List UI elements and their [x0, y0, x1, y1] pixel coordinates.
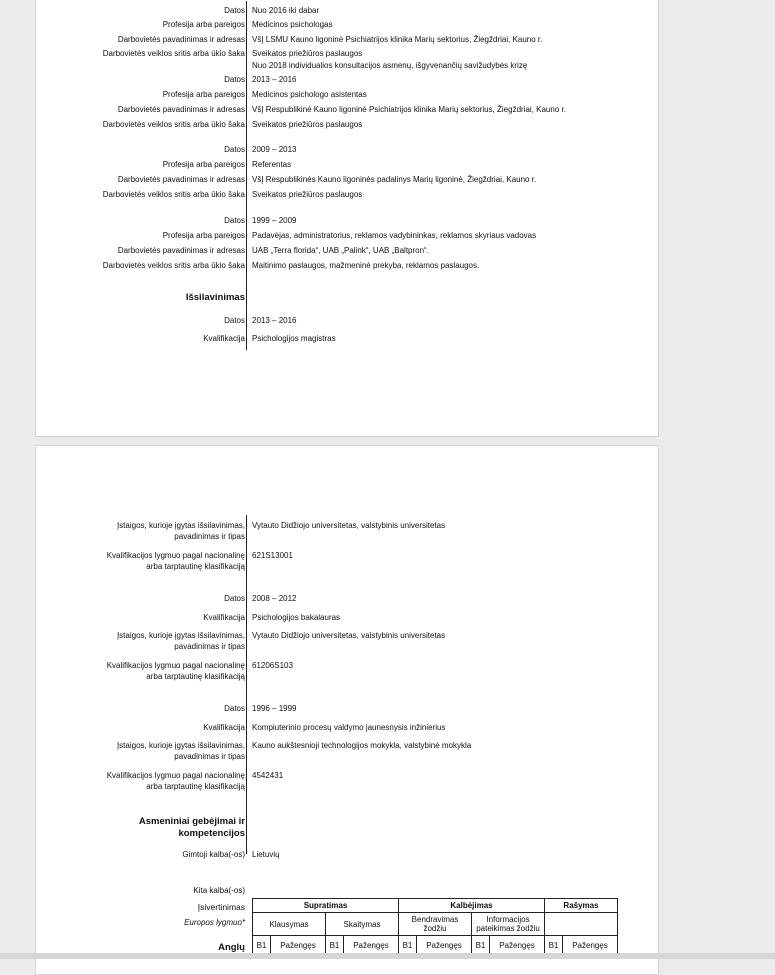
job3-employer: VšĮ Respublikinės Kauno ligoninės padalinys Marių ligoninė, Žiegždriai, Kauno r.: [252, 175, 537, 184]
edu3-dates: 1996 – 1999: [252, 704, 297, 713]
job3-sector-label: Darbovietės veiklos sritis arba ūkio šaka: [102, 190, 245, 199]
job3-profession-label: Profesija arba pareigos: [162, 160, 245, 169]
skills-heading: [40, 816, 245, 840]
level-description: Pažengęs: [563, 936, 618, 955]
job2-dates: 2013 – 2016: [252, 75, 297, 84]
institution-label-line1: Įstaigos, kurioje įgytas išsilavinimas,: [116, 521, 245, 530]
table-subheader-reading: Skaitymas: [326, 913, 399, 936]
mother-tongue-label: Gimtoji kalba(-os): [182, 850, 245, 859]
language-skills-table: [252, 898, 618, 955]
education-heading: Išsilavinimas: [185, 292, 245, 303]
edu3-level: 4542431: [252, 771, 284, 780]
job1-employer-label: Darbovietės pavadinimas ir adresas: [117, 35, 245, 44]
job4-dates: 1999 – 2009: [252, 216, 297, 225]
job4-sector-label: Darbovietės veiklos sritis arba ūkio šaka: [102, 261, 245, 270]
edu1-qualification-label: Kvalifikacija: [203, 334, 245, 343]
edu3-institution: Kauno aukštesnioji technologijos mokykla, valstybinė mokykla: [252, 741, 472, 750]
level-code: B1: [253, 936, 271, 955]
job3-profession: Referentas: [252, 160, 292, 169]
european-level-label: Europos lygmuo*: [184, 918, 245, 927]
level-code: B1: [472, 936, 490, 955]
job1-dates: Nuo 2016 iki dabar: [252, 6, 320, 15]
job1-sector-label: Darbovietės veiklos sritis arba ūkio šaka: [102, 49, 245, 58]
mother-tongue: Lietuvių: [252, 850, 280, 859]
level-code: B1: [545, 936, 563, 955]
cv-page-1: [35, 0, 659, 437]
job2-employer: VšĮ Respublikinė Kauno ligoninė Psichiatrijos klinika Marių sektorius, Žiegždriai, Kauno r.: [252, 105, 566, 114]
edu2-level: 61206S103: [252, 661, 293, 670]
level-label-line2: arba tarptautinę klasifikaciją: [146, 782, 245, 791]
job3-dates-label: Datos: [224, 145, 245, 154]
column-divider: [246, 1, 247, 350]
institution-label-line1: Įstaigos, kurioje įgytas išsilavinimas,: [116, 631, 245, 640]
table-subheader-writing-empty: [545, 913, 618, 936]
edu3-level-label: [40, 770, 245, 792]
job4-employer: UAB „Terra florida“, UAB „Palink“, UAB „Baltpron“.: [252, 246, 429, 255]
table-header-writing: Rašymas: [545, 899, 618, 913]
level-description: Pažengęs: [417, 936, 472, 955]
level-code: B1: [326, 936, 344, 955]
job4-profession: Padavėjas, administratorius, reklamos vadybininkas, reklamos skyriaus vadovas: [252, 231, 537, 240]
edu1-institution-label: [40, 520, 245, 542]
table-header-speaking: Kalbėjimas: [399, 899, 545, 913]
edu2-institution: Vytauto Didžiojo universitetas, valstybinis universitetas: [252, 631, 446, 640]
institution-label-line2: pavadinimas ir tipas: [174, 642, 245, 651]
job1-profession-label: Profesija arba pareigos: [162, 20, 245, 29]
level-code: B1: [399, 936, 417, 955]
edu1-dates-label: Datos: [224, 316, 245, 325]
edu2-dates-label: Datos: [224, 594, 245, 603]
job4-profession-label: Profesija arba pareigos: [162, 231, 245, 240]
other-languages-label: Kita kalba(-os): [193, 886, 245, 895]
job1-dates-label: Datos: [224, 6, 245, 15]
edu3-dates-label: Datos: [224, 704, 245, 713]
edu3-qualification-label: Kvalifikacija: [203, 723, 245, 732]
level-description: Pažengęs: [344, 936, 399, 955]
job1-sector-extra: Nuo 2018 individualios konsultacijos asmenų, išgyvenančių savižudybės krizę: [252, 61, 528, 70]
edu3-institution-label: [40, 740, 245, 762]
level-label-line1: Kvalifikacijos lygmuo pagal nacionalinę: [106, 771, 245, 780]
skills-heading-line1: Asmeniniai gebėjimai ir: [138, 816, 245, 827]
level-label-line2: arba tarptautinę klasifikaciją: [146, 672, 245, 681]
self-assessment-label: Įsivertinimas: [197, 902, 245, 912]
job3-employer-label: Darbovietės pavadinimas ir adresas: [117, 175, 245, 184]
level-description: Pažengęs: [490, 936, 545, 955]
job1-profession: Medicinos psichologas: [252, 20, 333, 29]
institution-label-line1: Įstaigos, kurioje įgytas išsilavinimas,: [116, 741, 245, 750]
level-label-line2: arba tarptautinę klasifikaciją: [146, 562, 245, 571]
skills-heading-line2: kompetencijos: [178, 828, 245, 839]
job2-sector-label: Darbovietės veiklos sritis arba ūkio šaka: [102, 120, 245, 129]
edu1-dates: 2013 – 2016: [252, 316, 297, 325]
language-name: Anglų: [218, 942, 245, 953]
table-subheader-listening: Klausymas: [253, 913, 326, 936]
edu2-institution-label: [40, 630, 245, 652]
edu2-qualification: Psichologijos bakalauras: [252, 613, 341, 622]
job4-employer-label: Darbovietės pavadinimas ir adresas: [117, 246, 245, 255]
job2-employer-label: Darbovietės pavadinimas ir adresas: [117, 105, 245, 114]
job2-dates-label: Datos: [224, 75, 245, 84]
edu2-dates: 2008 – 2012: [252, 594, 297, 603]
column-divider: [246, 515, 247, 854]
level-label-line1: Kvalifikacijos lygmuo pagal nacionalinę: [106, 661, 245, 670]
edu1-level: 621S13001: [252, 551, 293, 560]
level-description: Pažengęs: [271, 936, 326, 955]
edu2-qualification-label: Kvalifikacija: [203, 613, 245, 622]
table-subheader-production: Informacijos pateikimas žodžiu: [472, 913, 545, 936]
edu1-level-label: [40, 550, 245, 572]
edu1-institution: Vytauto Didžiojo universitetas, valstybinis universitetas: [252, 521, 446, 530]
job2-sector: Sveikatos priežiūros paslaugos: [252, 120, 363, 129]
edu2-level-label: [40, 660, 245, 682]
job3-sector: Sveikatos priežiūros paslaugos: [252, 190, 363, 199]
table-subheader-interaction: Bendravimas žodžiu: [399, 913, 472, 936]
job2-profession: Medicinos psichologo asistentas: [252, 90, 367, 99]
institution-label-line2: pavadinimas ir tipas: [174, 752, 245, 761]
level-label-line1: Kvalifikacijos lygmuo pagal nacionalinę: [106, 551, 245, 560]
job4-dates-label: Datos: [224, 216, 245, 225]
institution-label-line2: pavadinimas ir tipas: [174, 532, 245, 541]
table-header-understanding: Supratimas: [253, 899, 399, 913]
edu3-qualification: Kompiuterinio procesų valdymo jaunesnysis inžinierius: [252, 723, 446, 732]
job3-dates: 2009 – 2013: [252, 145, 297, 154]
job4-sector: Maitinimo paslaugos, mažmeninė prekyba, reklamos paslaugos.: [252, 261, 480, 270]
job1-employer: VšĮ LSMU Kauno ligoninė Psichiatrijos klinika Marių sektorius, Žiegždriai, Kauno r.: [252, 35, 543, 44]
horizontal-scrollbar[interactable]: [0, 953, 775, 959]
edu1-qualification: Psichologijos magistras: [252, 334, 336, 343]
job2-profession-label: Profesija arba pareigos: [162, 90, 245, 99]
job1-sector: Sveikatos priežiūros paslaugos: [252, 49, 363, 58]
cv-page-2: [35, 445, 659, 975]
